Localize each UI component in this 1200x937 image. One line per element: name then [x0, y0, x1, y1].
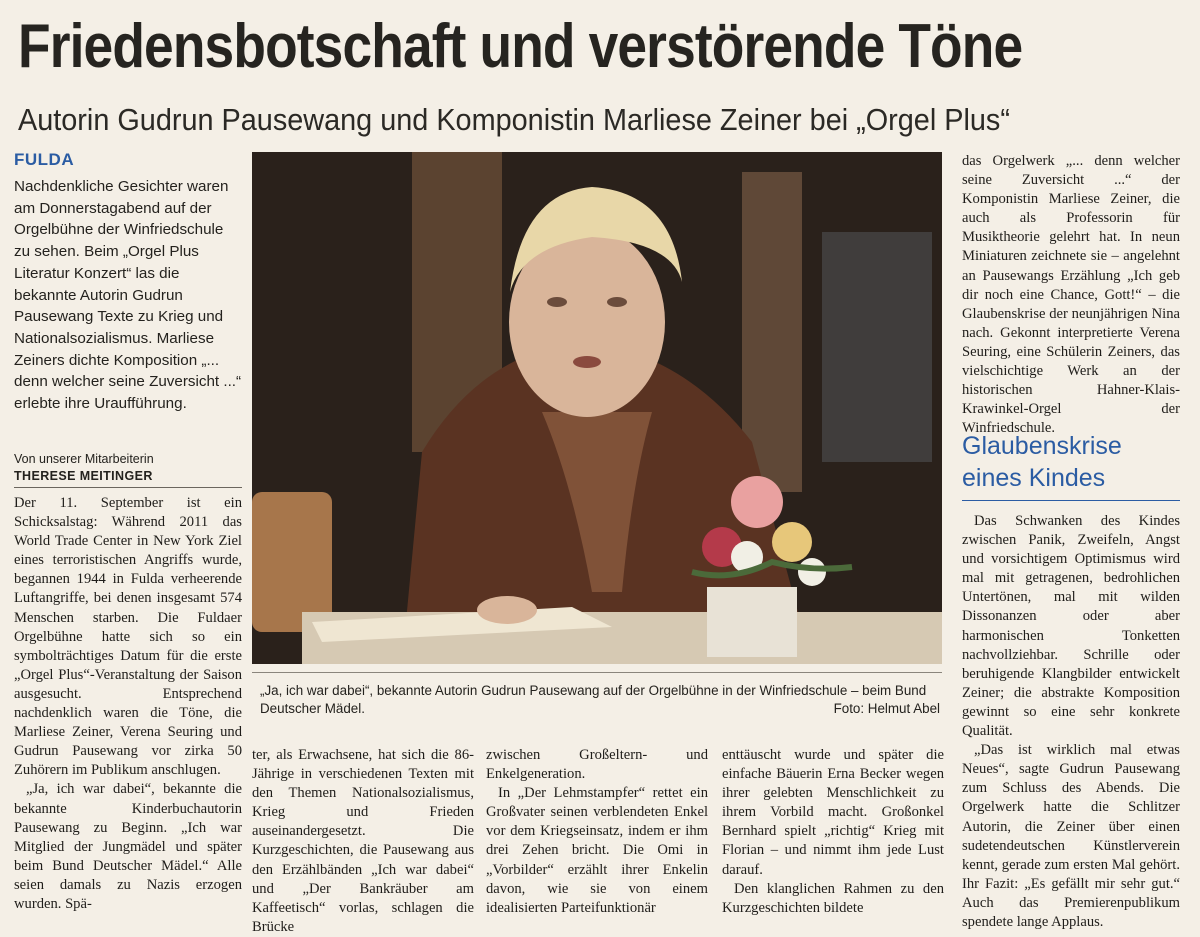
- body-paragraph: „Das ist wirklich mal etwas Neues“, sagte Gudrun Pausewang zum Schluss des Abends. Die Orgelwerk hatte die Schlitzer Autorin, die Zeiner über einen sudetendeutschen Künstlerverein kennt, gerade zum ersten Mal gehört. Ihr Fazit: „Es gefällt mir sehr gut.“ Auch das Premierenpublikum spendete lange Applaus.: [962, 742, 1180, 930]
- subheadline: Autorin Gudrun Pausewang und Komponistin Marliese Zeiner bei „Orgel Plus“: [18, 102, 1010, 137]
- body-paragraph: ter, als Erwachsene, hat sich die 86-Jährige in verschiedenen Texten mit den Themen Nationalsozialismus, Krieg und Frieden auseinandergesetzt. Die Kurzgeschichten, die Pausewang aus den Erzählbänden „Ich war dabei“ und „Der Bankräuber am Kaffeetisch“ vorlas, schlagen die Brücke: [252, 747, 474, 935]
- lead-paragraph: Nachdenkliche Gesichter waren am Donnerstagabend auf der Orgelbühne der Winfriedschule zu sehen. Beim „Orgel Plus Literatur Konzert“ las die bekannte Autorin Gudrun Pausewang Texte zu Krieg und Nationalsozialismus. Marliese Zeiners dichte Komposition „... denn welcher seine Zuversicht ...“ erlebte ihre Uraufführung.: [14, 178, 242, 413]
- body-paragraph: zwischen Großeltern- und Enkelgeneration.: [486, 747, 708, 783]
- byline-divider: [14, 487, 242, 488]
- body-paragraph: Das Schwanken des Kindes zwischen Panik, Zweifeln, Angst und vorsichtigem Optimismus wird mal mit getragenen, bedrohlichen Untertönen, mal mit wilden Dissonanzen oder aber harmonischen Tonketten nachvollziehbar. Schrille oder beruhigende Klangbilder entwickelt Zeiner; die abstrakte Komposition gewinnt so eine sehr konkrete Qualität.: [962, 513, 1180, 740]
- byline-author: THERESE MEITINGER: [14, 469, 153, 483]
- byline-prefix: Von unserer Mitarbeiterin: [14, 452, 154, 466]
- subheading-divider: [962, 500, 1180, 501]
- article-column-3: [486, 746, 708, 918]
- article-photo: [252, 152, 942, 664]
- article-column-2: [252, 746, 474, 937]
- headline: Friedensbotschaft und verstörende Töne: [18, 12, 1023, 81]
- article-column-4: [722, 746, 944, 918]
- section-subheading: Glaubenskrise eines Kindes: [962, 432, 1122, 492]
- body-paragraph: In „Der Lehmstampfer“ rettet ein Großvater seinen verblendeten Enkel vor dem Kriegseinsatz, indem er ihm drei Zehen bricht. Die Omi in „Vorbilder“ erzählt ihrer Enkelin davon, wie sie von einem idealisierten Parteifunktionär: [486, 785, 708, 916]
- photo-caption: [260, 682, 940, 718]
- photo-illustration: [252, 152, 942, 664]
- body-paragraph: das Orgelwerk „... denn welcher seine Zuversicht ...“ der Komponistin Marliese Zeiner, die auch als Professorin für Musiktheorie gelehrt hat. In neun Miniaturen zeichnete sie – angelehnt an Pausewangs Erzählung „Ich geb dir noch eine Chance, Gott!“ – die Glaubenskrise der neunjährigen Nina nach. Gekonnt interpretierte Verena Seuring, eine Schülerin Zeiners, das vielschichtige Werk an der historischen Hahner-Klais-Krawinkel-Orgel der Winfriedschule.: [962, 153, 1180, 437]
- article-column-5-bottom: [962, 512, 1180, 932]
- body-paragraph: Der 11. September ist ein Schicksalstag: Während 2011 das World Trade Center in New York Ziel eines terroristischen Angriffs wurde, begannen 1944 in Fulda verheerende Luftangriffe, bei denen insgesamt 574 Menschen starben. Die Fuldaer Orgelbühne hatte sich so ein symbolträchtiges Datum für die erste „Orgel Plus“-Veranstaltung der Saison ausgesucht. Entsprechend nachdenklich waren die Töne, die Marliese Zeiner, Verena Seuring und Gudrun Pausewang vor zirka 50 Zuhörern im Publikum anschlugen.: [14, 495, 242, 779]
- caption-text: „Ja, ich war dabei“, bekannte Autorin Gudrun Pausewang auf der Orgelbühne in der Winfriedschule – beim Bund Deutscher Mädel.: [260, 683, 927, 716]
- body-paragraph: „Ja, ich war dabei“, bekannte die bekannte Kinderbuchautorin Pausewang zu Beginn. „Ich war Mitglied der Jungmädel und später beim Bund Deutscher Mädel.“ Alle seien damals zu Nazis erzogen wurden. Spä-: [14, 781, 242, 912]
- body-paragraph: Den klanglichen Rahmen zu den Kurzgeschichten bildete: [722, 880, 944, 916]
- body-paragraph: enttäuscht wurde und später die einfache Bäuerin Erna Becker wegen ihrer gelebten Menschlichkeit zu ihrem Vorbild macht. Großonkel Bernhard spielt „richtig“ Krieg mit Florian – und nimmt ihm jede Lust darauf.: [722, 747, 944, 878]
- article-column-5-top: [962, 152, 1180, 438]
- dateline: FULDA: [14, 150, 75, 169]
- photo-credit: Foto: Helmut Abel: [833, 701, 940, 716]
- article-column-1: [14, 494, 242, 914]
- caption-divider: [252, 672, 942, 673]
